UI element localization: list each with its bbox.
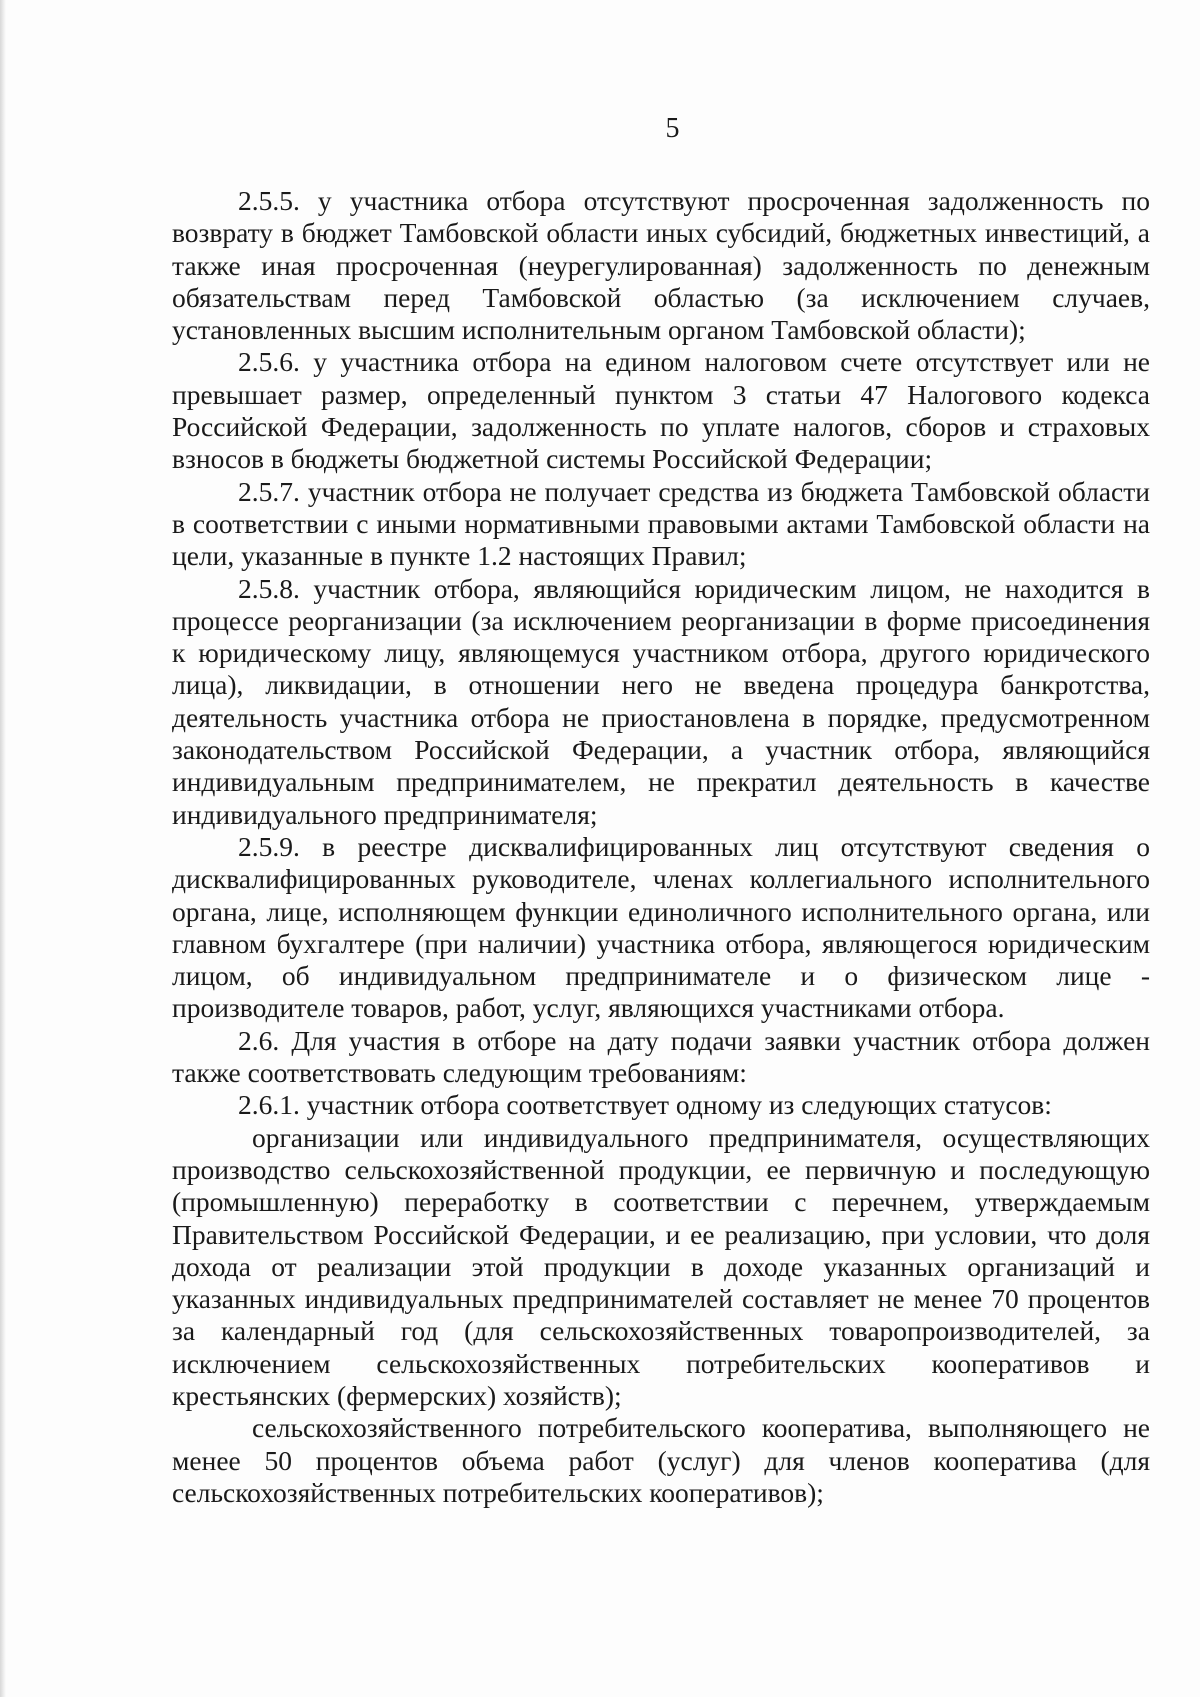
page-number: 5 <box>665 113 680 144</box>
paragraph-2-5-9: 2.5.9. в реестре дисквалифицированных лиц отсутствуют сведения о дисквалифицированных руководителе, членах коллегиального исполнительного органа, лице, исполняющем функции единоличного исполнительного органа, или главном бухгалтере (при наличии) участника отбора, являющегося юридическим лицом, об индивидуальном предпринимателе и о физическом лице - производителе товаров, работ, услуг, являющихся участниками отбора. <box>172 830 1150 1024</box>
paragraph-2-6: 2.6. Для участия в отборе на дату подачи заявки участник отбора должен также соответствовать следующим требованиям: <box>172 1024 1150 1089</box>
paragraph-2-5-6: 2.5.6. у участника отбора на едином налоговом счете отсутствует или не превышает размер, определенный пунктом 3 статьи 47 Налогового кодекса Российской Федерации, задолженность по уплате налогов, сборов и страховых взносов в бюджеты бюджетной системы Российской Федерации; <box>172 346 1150 475</box>
paragraph-status-organization: организации или индивидуального предпринимателя, осуществляющих производство сельскохозяйственной продукции, ее первичную и последующую (промышленную) переработку в соответствии с перечнем, утверждаемым Правительством Российской Федерации, и ее реализацию, при условии, что доля дохода от реализации этой продукции в доходе указанных организаций и указанных индивидуальных предпринимателей составляет не менее 70 процентов за календарный год (для сельскохозяйственных товаропроизводителей, за исключением сельскохозяйственных потребительских кооперативов и крестьянских (фермерских) хозяйств); <box>172 1121 1150 1411</box>
scan-edge-shadow <box>0 0 6 1697</box>
paragraph-2-6-1: 2.6.1. участник отбора соответствует одному из следующих статусов: <box>238 1089 1052 1121</box>
paragraph-2-5-8: 2.5.8. участник отбора, являющийся юридическим лицом, не находится в процессе реорганизации (за исключением реорганизации в форме присоединения к юридическому лицу, являющемуся участником отбора, другого юридического лица), ликвидации, в отношении него не введена процедура банкротства, деятельность участника отбора не приостановлена в порядке, предусмотренном законодательством Российской Федерации, а участник отбора, являющийся индивидуальным предпринимателем, не прекратил деятельность в качестве индивидуального предпринимателя; <box>172 572 1150 830</box>
document-body <box>172 185 1150 1509</box>
paragraph-2-5-7: 2.5.7. участник отбора не получает средства из бюджета Тамбовской области в соответствии с иными нормативными правовыми актами Тамбовской области на цели, указанные в пункте 1.2 настоящих Правил; <box>172 475 1150 572</box>
paragraph-2-5-5: 2.5.5. у участника отбора отсутствуют просроченная задолженность по возврату в бюджет Тамбовской области иных субсидий, бюджетных инвестиций, а также иная просроченная (неурегулированная) задолженность по денежным обязательствам перед Тамбовской областью (за исключением случаев, установленных высшим исполнительным органом Тамбовской области); <box>172 185 1150 346</box>
paragraph-status-cooperative: сельскохозяйственного потребительского кооператива, выполняющего не менее 50 процентов объема работ (услуг) для членов кооператива (для сельскохозяйственных потребительских кооперативов); <box>172 1412 1150 1508</box>
